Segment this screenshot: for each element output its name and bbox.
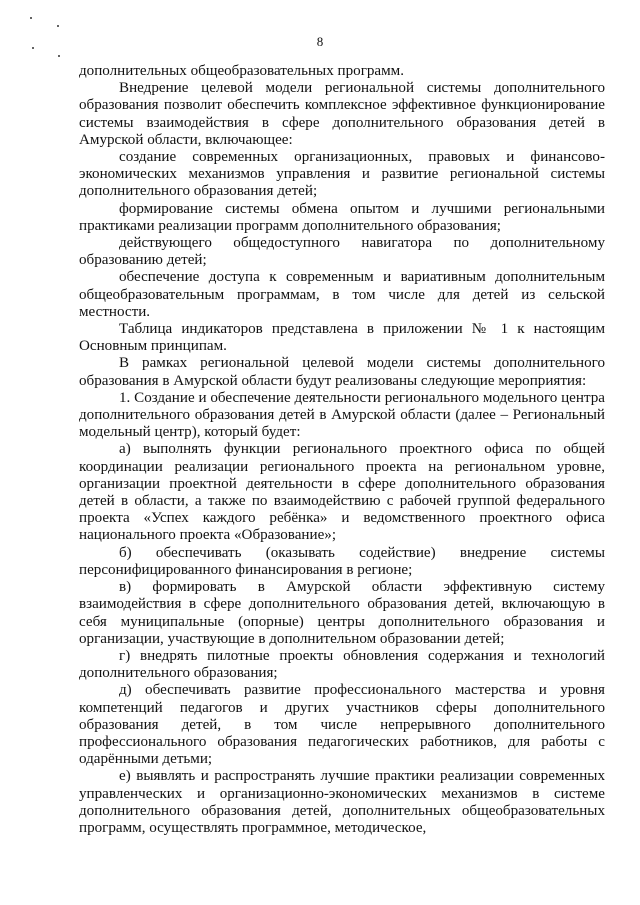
page-number: 8 xyxy=(316,34,324,49)
list-item: действующего общедоступного навигатора по дополнительному образованию детей; xyxy=(79,235,605,269)
list-item: обеспечение доступа к современным и вариативным дополнительным общеобразовательным программам, в том числе для детей из сельской местности. xyxy=(79,269,605,320)
list-item: е) выявлять и распространять лучшие практики реализации современных управленческих и организационно-экономических механизмов в системе дополнительного образования детей, дополнительных общеобразовательных программ, осуществлять программное, методическое, xyxy=(79,768,605,836)
paragraph: Внедрение целевой модели региональной системы дополнительного образования позволит обеспечить комплексное эффективное функционирование системы взаимодействия в сфере дополнительного образования детей в Амурской области, включающее: xyxy=(79,80,605,148)
list-item: д) обеспечивать развитие профессионального мастерства и уровня компетенций педагогов и других участников сферы дополнительного образования детей, в том числе непрерывного дополнительного профессионального образования педагогических работников, для работы с одарёнными детьми; xyxy=(79,682,605,768)
list-item: в) формировать в Амурской области эффективную систему взаимодействия в сфере дополнительного образования детей, включающую в себя муниципальные (опорные) центры дополнительного образования и организации, участвующие в дополнительном образовании детей; xyxy=(79,579,605,647)
paragraph: В рамках региональной целевой модели системы дополнительного образования в Амурской области будут реализованы следующие мероприятия: xyxy=(79,355,605,389)
paragraph: 1. Создание и обеспечение деятельности регионального модельного центра дополнительного образования детей в Амурской области (далее – Региональный модельный центр), который будет: xyxy=(79,389,605,441)
list-item: г) внедрять пилотные проекты обновления содержания и технологий дополнительного образования; xyxy=(79,647,605,682)
list-item: б) обеспечивать (оказывать содействие) внедрение системы персонифицированного финансирования в регионе; xyxy=(79,544,605,578)
body-text xyxy=(79,63,605,837)
list-item: а) выполнять функции регионального проектного офиса по общей координации реализации регионального проекта на региональном уровне, организации проектной деятельности в сфере дополнительного образования детей в области, а также по взаимодействию с рабочей группой федерального проекта «Успех каждого ребёнка» и ведомственного проектного офиса национального проекта «Образование»; xyxy=(79,441,605,544)
scan-speck xyxy=(30,17,32,19)
scan-speck xyxy=(57,25,59,27)
paragraph: дополнительных общеобразовательных программ. xyxy=(79,63,405,79)
list-item: формирование системы обмена опытом и лучшими региональными практиками реализации программ дополнительного образования; xyxy=(79,200,605,234)
list-item: создание современных организационных, правовых и финансово-экономических механизмов управления и развитие региональной системы дополнительного образования детей; xyxy=(79,149,605,200)
scan-speck xyxy=(58,55,60,57)
paragraph: Таблица индикаторов представлена в приложении № 1 к настоящим Основным принципам. xyxy=(79,321,605,355)
